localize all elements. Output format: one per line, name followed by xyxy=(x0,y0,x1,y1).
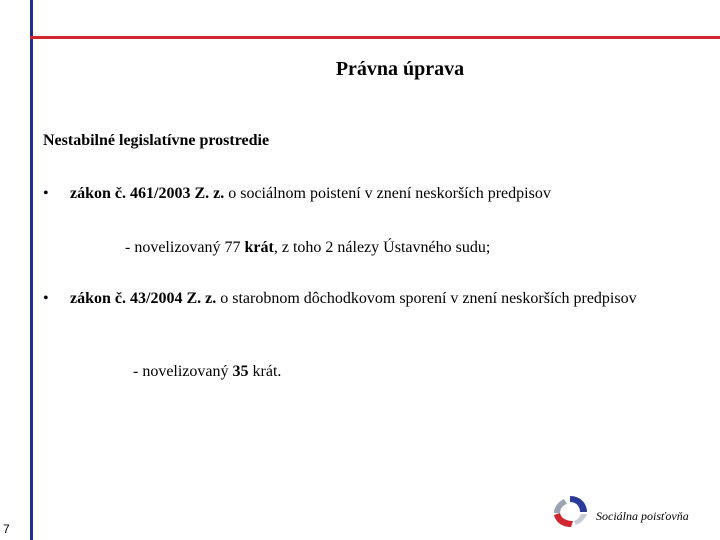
law-reference: zákon č. 43/2004 Z. z. xyxy=(70,290,217,307)
sub-item-prefix: - novelizovaný xyxy=(133,363,233,380)
sp-logo-icon xyxy=(550,493,590,529)
law-reference: zákon č. 461/2003 Z. z. xyxy=(70,185,225,202)
organization-name: Sociálna poisťovňa xyxy=(596,509,689,523)
sub-item-text: krát. xyxy=(248,363,282,380)
vertical-rule xyxy=(30,0,33,540)
law-description: o sociálnom poistení v znení neskorších predpisov xyxy=(224,185,551,202)
sub-item-emphasis: 35 xyxy=(232,363,249,380)
horizontal-rule xyxy=(30,36,720,39)
bullet-icon: • xyxy=(43,185,49,202)
page-title: Právna úprava xyxy=(335,58,465,80)
sub-item xyxy=(125,237,490,258)
list-item-text xyxy=(70,288,660,309)
section-subtitle: Nestabilné legislatívne prostredie xyxy=(43,132,270,149)
sub-item-prefix: - novelizovaný 77 xyxy=(125,239,245,256)
bullet-icon: • xyxy=(43,290,49,307)
law-description: o starobnom dôchodkovom sporení v znení neskorších predpisov xyxy=(216,290,637,307)
sub-item xyxy=(133,361,281,382)
sub-item-emphasis: krát xyxy=(244,239,274,256)
page-number: 7 xyxy=(3,522,10,536)
sub-item-text: , z toho 2 nálezy Ústavného sudu; xyxy=(273,239,491,256)
list-item-text xyxy=(70,183,660,204)
